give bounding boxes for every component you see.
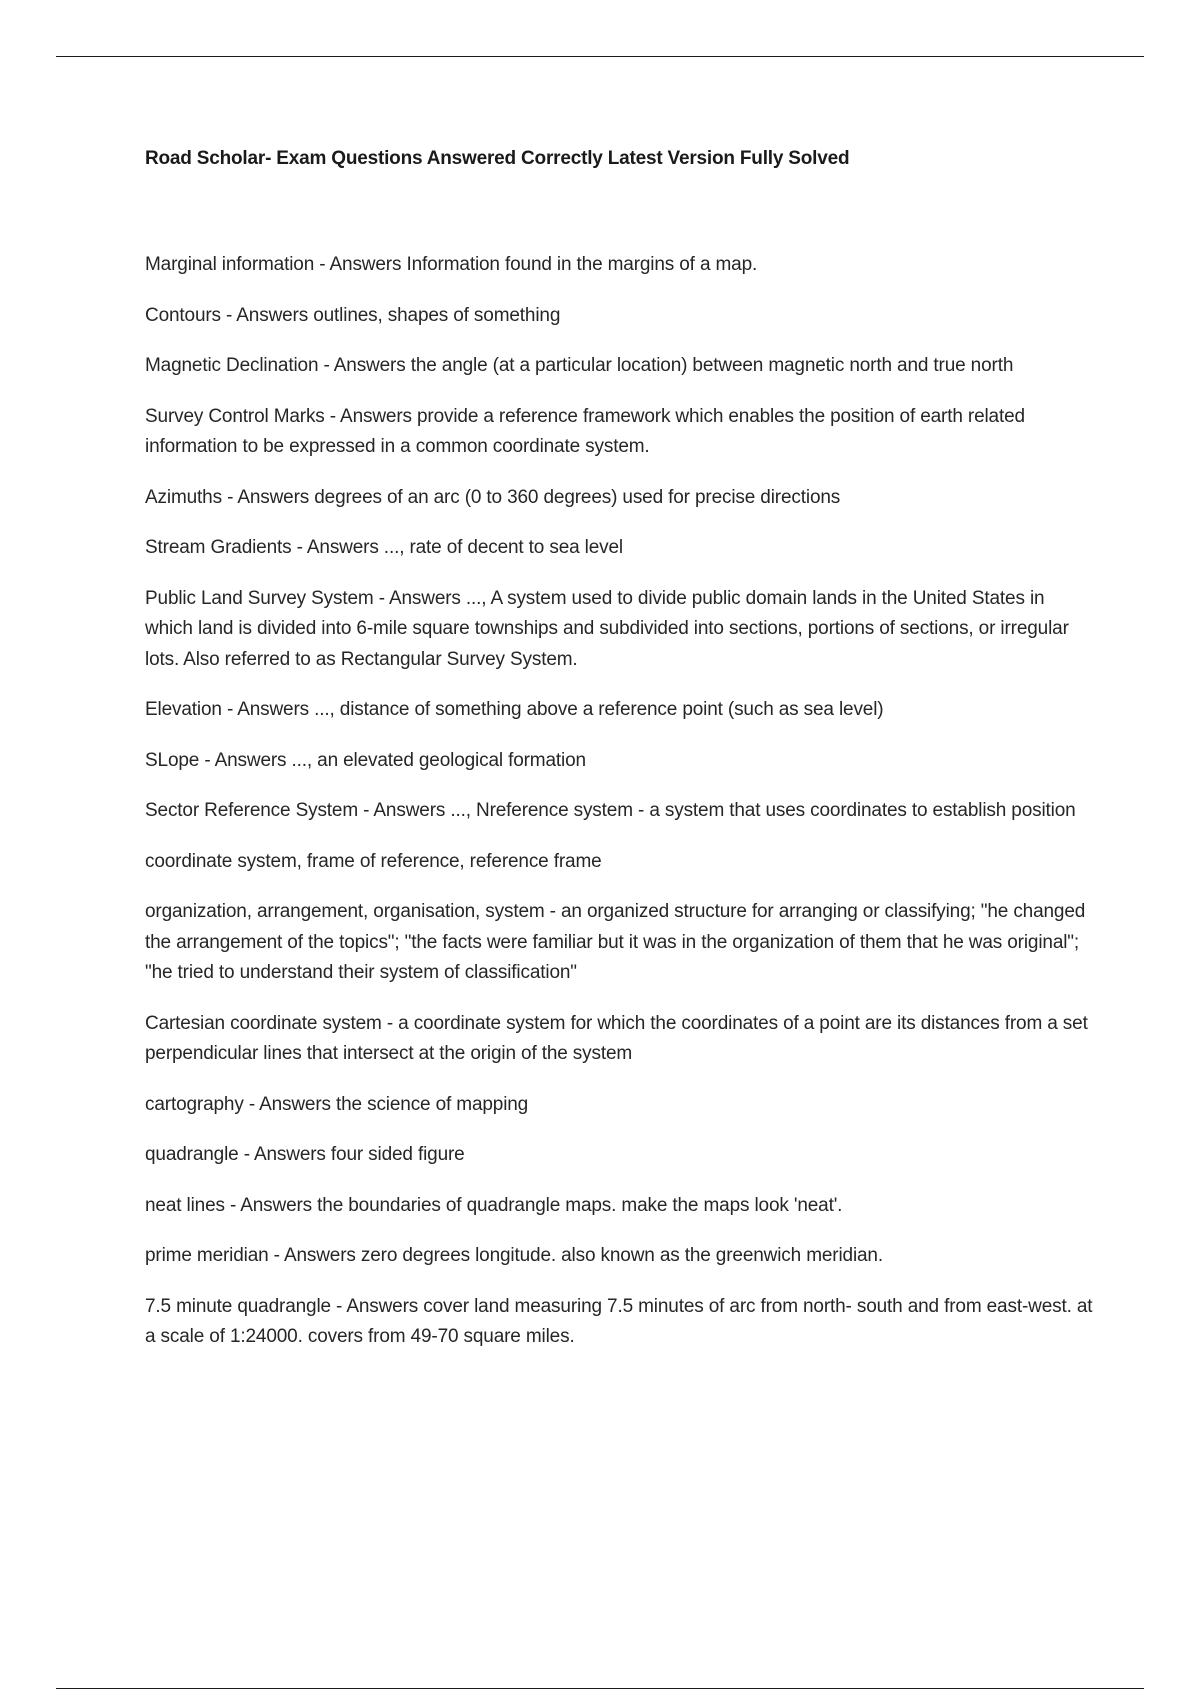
- qa-item: Cartesian coordinate system - a coordinate system for which the coordinates of a point are its distances from a set perpendicular lines that intersect at the origin of the system: [145, 1012, 1088, 1064]
- qa-item: organization, arrangement, organisation, system - an organized structure for arranging or classifying; "he changed the arrangement of the topics"; "the facts were familiar but it was in the organization of them that he was original"; "he tried to understand their system of classification": [145, 901, 1086, 983]
- qa-item: Azimuths - Answers degrees of an arc (0 to 360 degrees) used for precise directions: [145, 486, 841, 508]
- qa-item: Magnetic Declination - Answers the angle (at a particular location) between magnetic north and true north: [145, 355, 1014, 376]
- qa-item: quadrangle - Answers four sided figure: [145, 1144, 465, 1165]
- qa-item: 7.5 minute quadrangle - Answers cover land measuring 7.5 minutes of arc from north- south and from east-west. at a scale of 1:24000. covers from 49-70 square miles.: [145, 1295, 1093, 1347]
- top-rule: [56, 56, 1144, 57]
- qa-item: Stream Gradients - Answers ..., rate of decent to sea level: [145, 537, 623, 558]
- qa-item: prime meridian - Answers zero degrees longitude. also known as the greenwich meridian.: [145, 1245, 883, 1266]
- qa-item: Elevation - Answers ..., distance of something above a reference point (such as sea level): [145, 699, 884, 720]
- qa-item: Marginal information - Answers Information found in the margins of a map.: [145, 254, 758, 275]
- qa-item: coordinate system, frame of reference, reference frame: [145, 850, 602, 872]
- qa-item: Survey Control Marks - Answers provide a reference framework which enables the position of earth related information to be expressed in a common coordinate system.: [145, 405, 1025, 457]
- document-body: [145, 144, 1095, 1373]
- bottom-rule: [56, 1688, 1144, 1689]
- qa-item: cartography - Answers the science of mapping: [145, 1093, 529, 1115]
- document-title: Road Scholar- Exam Questions Answered Correctly Latest Version Fully Solved: [145, 148, 850, 169]
- qa-item: Sector Reference System - Answers ..., Nreference system - a system that uses coordinates to establish position: [145, 800, 1076, 821]
- qa-item: SLope - Answers ..., an elevated geological formation: [145, 749, 586, 771]
- qa-list: [145, 250, 1095, 1353]
- qa-item: neat lines - Answers the boundaries of quadrangle maps. make the maps look 'neat'.: [145, 1194, 843, 1216]
- qa-item: Public Land Survey System - Answers ..., A system used to divide public domain lands in the United States in which land is divided into 6-mile square townships and subdivided into sections, portions of sections, or irregular lots. Also referred to as Rectangular Survey System.: [145, 587, 1069, 670]
- qa-item: Contours - Answers outlines, shapes of something: [145, 304, 561, 326]
